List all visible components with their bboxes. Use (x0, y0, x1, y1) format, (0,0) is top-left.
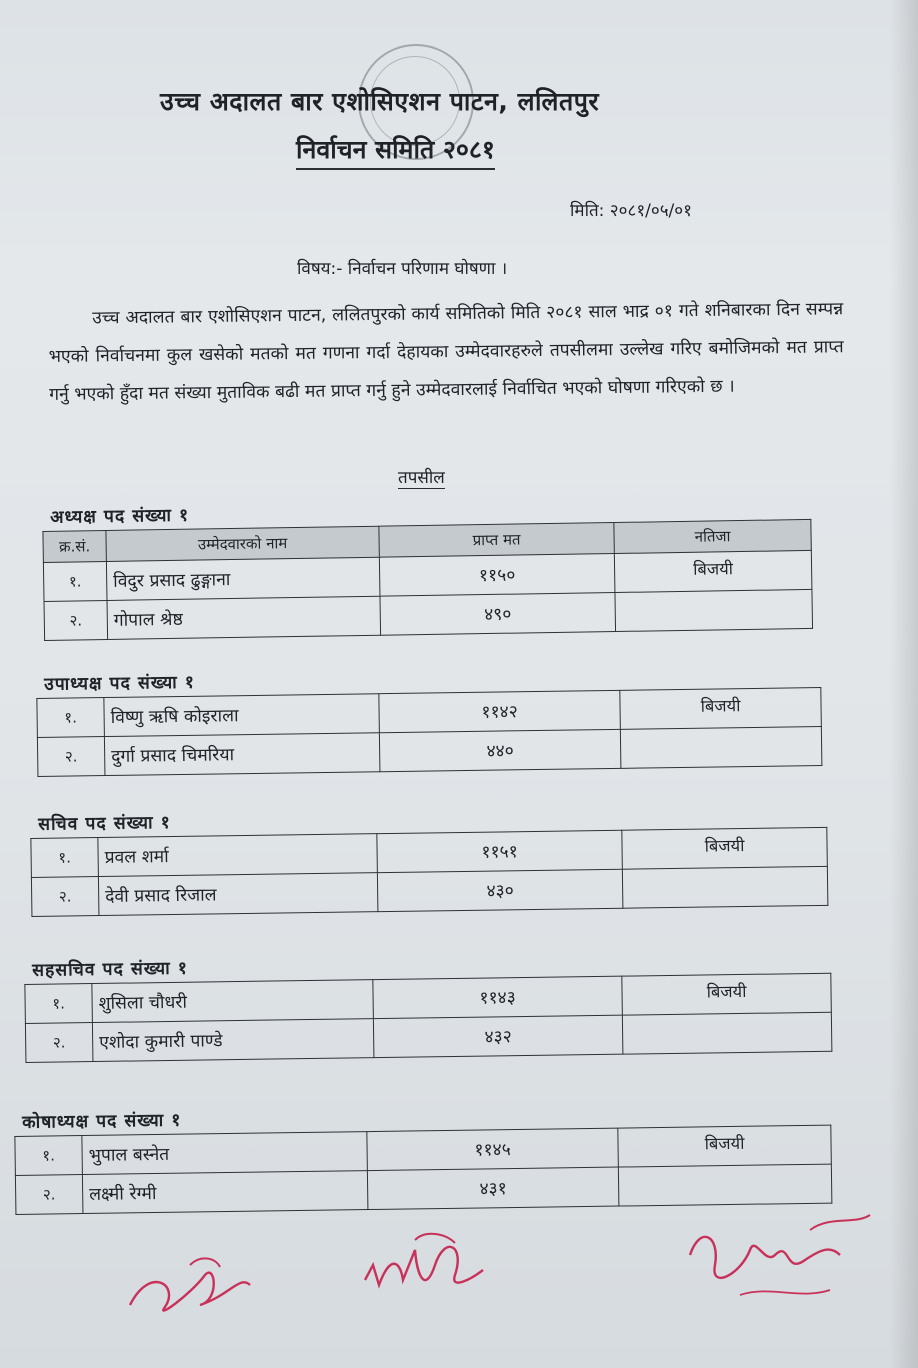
serial-cell: २. (31, 877, 99, 917)
results-table (24, 973, 832, 1063)
section-joint-secretary (24, 947, 832, 1063)
results-table (30, 827, 828, 917)
votes-cell: ४९० (380, 593, 616, 636)
result-cell (622, 866, 828, 908)
result-cell (618, 1164, 832, 1206)
signature-center-drawing (355, 1225, 495, 1315)
candidate-name-cell: देवी प्रसाद रिजाल (98, 873, 378, 916)
page-edge-shadow (890, 0, 918, 1368)
section-treasurer (14, 1099, 832, 1215)
results-table (36, 687, 822, 777)
header-name: उम्मेदवारको नाम (106, 526, 379, 561)
votes-cell: ४४० (379, 729, 621, 771)
votes-cell: ४३० (377, 869, 623, 911)
section-title: अध्यक्ष पद संख्या १ (50, 505, 190, 528)
serial-cell: १. (37, 698, 105, 738)
votes-cell: ४३१ (367, 1167, 619, 1210)
result-cell: बिजयी (622, 973, 832, 1015)
votes-cell: ११४२ (379, 690, 621, 732)
document-date: मिति: २०८१/०५/०१ (570, 201, 692, 221)
serial-cell: १. (15, 1136, 83, 1176)
result-cell: बिजयी (622, 827, 828, 869)
document-subtitle: निर्वाचन समिति २०८१ (296, 132, 495, 170)
candidate-name-cell: शुसिला चौधरी (92, 980, 374, 1023)
candidate-name-cell: भुपाल बस्नेत (82, 1132, 368, 1175)
document-title: उच्च अदालत बार एशोसिएशन पाटन, ललितपुर (160, 87, 600, 116)
serial-cell: १. (43, 561, 107, 601)
subject-line: विषय:- निर्वाचन परिणाम घोषणा । (297, 259, 508, 279)
result-cell (620, 727, 822, 769)
signature-center (355, 1225, 495, 1319)
serial-cell: २. (15, 1175, 83, 1215)
votes-cell: ४३२ (373, 1015, 623, 1057)
section-title: उपाध्यक्ष पद संख्या १ (44, 672, 196, 695)
body-paragraph: उच्च अदालत बार एशोसिएशन पाटन, ललितपुरको कार्य समितिको मिति २०८१ साल भाद्र ०१ गते शनिबारका दिन सम्पन्न भएको निर्वाचनमा कुल खसेको मतको मत गणना गर्दा देहायका उम्मेदवारहरुले तपसीलमा उल्लेख गरिए बमोजिमको मत प्राप्त गर्नु भएको हुँदा मत संख्या मुताविक बढी मत प्राप्त गर्नु हुने उम्मेदवारलाई निर्वाचित भएको घोषणा गरिएको छ । (48, 299, 844, 405)
result-cell: बिजयी (620, 688, 822, 730)
serial-cell: २. (37, 737, 105, 777)
results-table (14, 1125, 832, 1215)
candidate-name-cell: विदुर प्रसाद ढुङ्गाना (106, 557, 380, 600)
candidate-name-cell: विष्णु ऋषि कोइराला (104, 694, 380, 737)
result-cell: बिजयी (618, 1125, 832, 1167)
candidate-name-cell: लक्ष्मी रेग्मी (82, 1171, 368, 1214)
candidate-name-cell: गोपाल श्रेष्ठ (107, 596, 381, 639)
serial-cell: २. (25, 1023, 93, 1063)
header-serial: क्र.सं. (43, 530, 106, 562)
votes-cell: ११५१ (377, 830, 623, 872)
section-title: सहसचिव पद संख्या १ (32, 958, 188, 981)
header-votes: प्राप्त मत (379, 523, 614, 558)
header-result: नतिजा (614, 519, 811, 553)
signature-left (120, 1245, 260, 1329)
serial-cell: १. (25, 984, 93, 1024)
signature-left-drawing (120, 1245, 260, 1325)
result-cell (622, 1012, 832, 1054)
section-secretary (30, 801, 828, 917)
result-cell: बिजयी (614, 550, 812, 592)
section-title: कोषाध्यक्ष पद संख्या १ (22, 1110, 182, 1133)
votes-cell: ११४५ (367, 1128, 619, 1171)
list-heading: तपसील (398, 465, 445, 489)
serial-cell: २. (44, 600, 108, 640)
section-title: सचिव पद संख्या १ (38, 813, 171, 835)
results-table (42, 519, 813, 641)
serial-cell: १. (31, 838, 99, 878)
votes-cell: ११५० (379, 554, 615, 597)
result-cell (615, 589, 813, 631)
candidate-name-cell: दुर्गा प्रसाद चिमरिया (104, 733, 380, 776)
candidate-name-cell: प्रवल शर्मा (98, 834, 378, 877)
signature-right (680, 1205, 880, 1319)
section-president (42, 493, 813, 641)
signature-right-drawing (680, 1205, 880, 1315)
section-vice-president (36, 661, 822, 777)
votes-cell: ११४३ (373, 976, 623, 1018)
candidate-name-cell: एशोदा कुमारी पाण्डे (92, 1019, 374, 1062)
